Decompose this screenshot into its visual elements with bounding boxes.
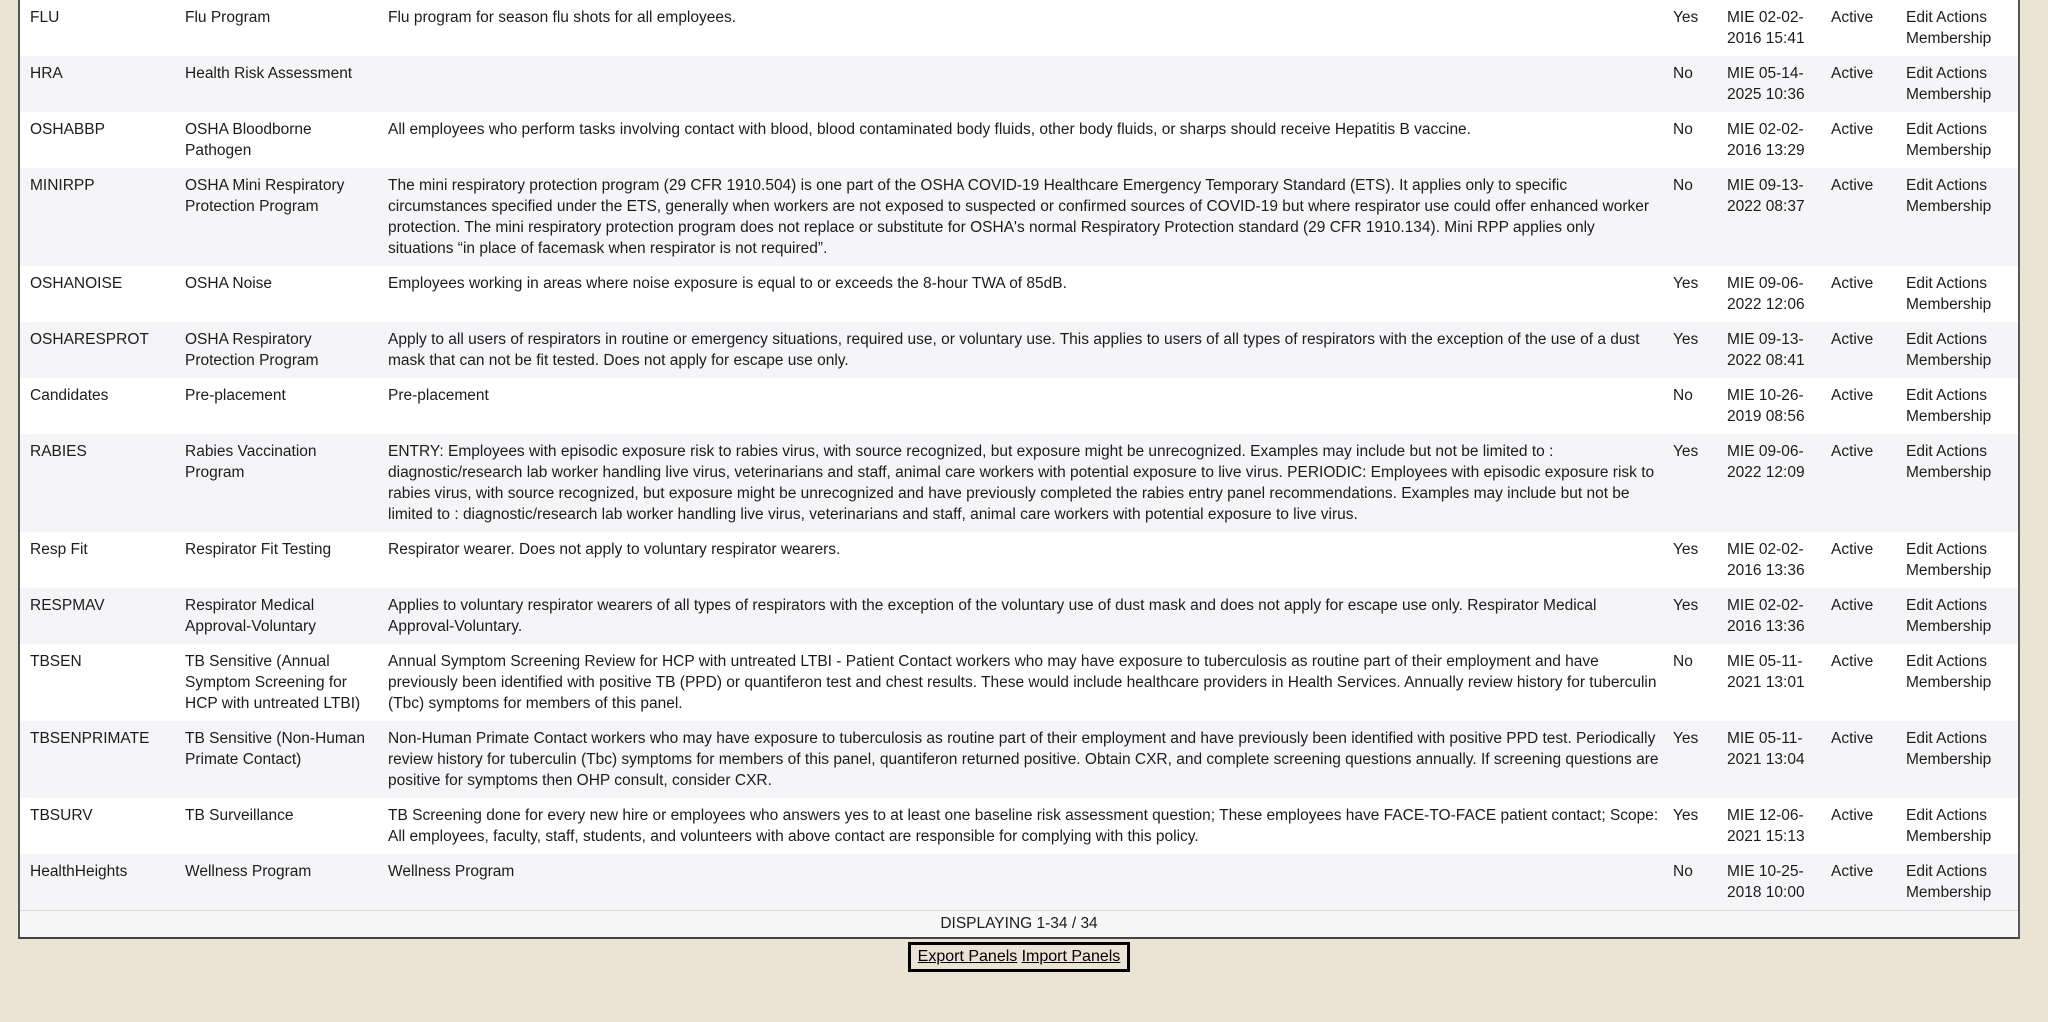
panel-modified-cell: MIE 12-06-2021 15:13 xyxy=(1727,807,1805,845)
panel-required-cell: Yes xyxy=(1673,275,1699,292)
edit-link[interactable]: Edit xyxy=(1906,275,1933,292)
panel-code-cell: Candidates xyxy=(30,387,109,404)
edit-link[interactable]: Edit xyxy=(1906,177,1933,194)
edit-link[interactable]: Edit xyxy=(1906,65,1933,82)
panels-table-footer xyxy=(20,911,2018,938)
edit-link[interactable]: Edit xyxy=(1906,331,1933,348)
panel-actions-cell xyxy=(1906,798,2018,854)
panel-code-cell: OSHARESPROT xyxy=(30,331,149,348)
panels-table-panel xyxy=(18,0,2020,939)
panel-code-cell: Resp Fit xyxy=(30,541,88,558)
membership-link[interactable]: Membership xyxy=(1906,618,1992,635)
table-row xyxy=(20,112,2018,168)
panel-name-cell: Respirator Medical Approval-Voluntary xyxy=(185,597,316,635)
panel-modified-cell: MIE 09-13-2022 08:41 xyxy=(1727,331,1805,369)
panel-modified-cell: MIE 02-02-2016 13:36 xyxy=(1727,541,1805,579)
actions-link[interactable]: Actions xyxy=(1936,807,1988,824)
panel-code-cell: HealthHeights xyxy=(30,863,128,880)
panel-code-cell: TBSENPRIMATE xyxy=(30,730,150,747)
actions-link[interactable]: Actions xyxy=(1936,331,1988,348)
panel-modified-cell: MIE 02-02-2016 13:36 xyxy=(1727,597,1805,635)
edit-link[interactable]: Edit xyxy=(1906,807,1933,824)
panel-modified-cell: MIE 05-11-2021 13:04 xyxy=(1727,730,1805,768)
panel-name-cell: OSHA Bloodborne Pathogen xyxy=(185,121,312,159)
panel-name-cell: Flu Program xyxy=(185,9,271,26)
table-row xyxy=(20,854,2018,911)
membership-link[interactable]: Membership xyxy=(1906,142,1992,159)
table-row xyxy=(20,532,2018,588)
panel-actions-cell xyxy=(1906,266,2018,322)
panel-required-cell: No xyxy=(1673,177,1693,194)
actions-link[interactable]: Actions xyxy=(1936,121,1988,138)
panel-name-cell: Rabies Vaccination Program xyxy=(185,443,317,481)
panel-required-cell: Yes xyxy=(1673,9,1699,26)
panel-code-cell: OSHABBP xyxy=(30,121,105,138)
panels-table xyxy=(20,0,2018,937)
panel-actions-cell xyxy=(1906,56,2018,112)
actions-link[interactable]: Actions xyxy=(1936,443,1988,460)
panel-status-cell: Active xyxy=(1831,653,1874,670)
paging-status-row xyxy=(20,911,2018,938)
panel-modified-cell: MIE 02-02-2016 13:29 xyxy=(1727,121,1805,159)
membership-link[interactable]: Membership xyxy=(1906,408,1992,425)
panel-status-cell: Active xyxy=(1831,331,1874,348)
panel-required-cell: Yes xyxy=(1673,807,1699,824)
table-row xyxy=(20,721,2018,798)
edit-link[interactable]: Edit xyxy=(1906,730,1933,747)
membership-link[interactable]: Membership xyxy=(1906,828,1992,845)
panel-required-cell: Yes xyxy=(1673,541,1699,558)
panel-description-cell: ENTRY: Employees with episodic exposure risk to rabies virus, with source recognized, but exposure might be unrecognized. Examples may include but not be limited to : diagnostic/research lab worker handling live virus, veterinarians and staff, animal care workers with potential exposure to live virus. PERIODIC: Employees with episodic exposure risk to rabies virus, with source recognized, but exposure might be unrecognized and have previously completed the rabies entry panel recommendations. Examples may include but not be limited to : diagnostic/research lab worker handling live virus, veterinarians and staff, animal care workers with potential exposure to live virus. xyxy=(388,443,1655,523)
membership-link[interactable]: Membership xyxy=(1906,884,1992,901)
panel-name-cell: OSHA Mini Respiratory Protection Program xyxy=(185,177,345,215)
panel-required-cell: No xyxy=(1673,387,1693,404)
import-panels-link[interactable]: Import Panels xyxy=(1021,948,1121,965)
panel-status-cell: Active xyxy=(1831,9,1874,26)
table-row xyxy=(20,798,2018,854)
panel-code-cell: OSHANOISE xyxy=(30,275,123,292)
panel-actions-cell xyxy=(1906,168,2018,266)
table-row xyxy=(20,322,2018,378)
panel-actions-cell xyxy=(1906,854,2018,911)
panel-description-cell xyxy=(388,56,1673,112)
panel-actions-cell xyxy=(1906,644,2018,721)
panel-actions-cell xyxy=(1906,0,2018,56)
panel-status-cell: Active xyxy=(1831,177,1874,194)
panel-modified-cell: MIE 05-14-2025 10:36 xyxy=(1727,65,1805,103)
panels-table-body xyxy=(20,0,2018,911)
panel-code-cell: TBSURV xyxy=(30,807,93,824)
actions-link[interactable]: Actions xyxy=(1936,653,1988,670)
panel-status-cell: Active xyxy=(1831,597,1874,614)
panel-status-cell: Active xyxy=(1831,807,1874,824)
panel-modified-cell: MIE 02-02-2016 15:41 xyxy=(1727,9,1805,47)
panel-modified-cell: MIE 09-13-2022 08:37 xyxy=(1727,177,1805,215)
panel-description-cell: Applies to voluntary respirator wearers of all types of respirators with the exception of the voluntary use of dust mask and does not apply for escape use only. Respirator Medical Approval-Voluntary. xyxy=(388,597,1597,635)
panel-required-cell: No xyxy=(1673,121,1693,138)
actions-link[interactable]: Actions xyxy=(1936,597,1988,614)
panel-description-cell: The mini respiratory protection program (29 CFR 1910.504) is one part of the OSHA COVID-19 Healthcare Emergency Temporary Standard (ETS). It applies only to specific circumstances specified under the ETS, generally when workers are not exposed to suspected or confirmed sources of COVID-19 but where respirator use could offer enhanced worker protection. The mini respiratory protection program does not replace or substitute for OSHA's normal Respiratory Protection standard (29 CFR 1910.134). Mini RPP applies only situations “in place of facemask when respirator is not required”. xyxy=(388,177,1650,257)
panel-description-cell: Annual Symptom Screening Review for HCP with untreated LTBI - Patient Contact workers who may have exposure to tuberculosis as routine part of their employment and have previously been identified with positive TB (PPD) or quantiferon test and chest results. These would include healthcare providers in Health Services. Annually review history for tuberculin (Tbc) symptoms for members of this panel. xyxy=(388,653,1657,712)
panel-description-cell: Apply to all users of respirators in routine or emergency situations, required use, or voluntary use. This applies to users of all types of respirators with the exception of the use of a dust mask that can not be fit tested. Does not apply for escape use only. xyxy=(388,331,1640,369)
panel-required-cell: Yes xyxy=(1673,597,1699,614)
membership-link[interactable]: Membership xyxy=(1906,198,1992,215)
panel-status-cell: Active xyxy=(1831,443,1874,460)
panel-name-cell: TB Sensitive (Non-Human Primate Contact) xyxy=(185,730,366,768)
panel-required-cell: No xyxy=(1673,653,1693,670)
edit-link[interactable]: Edit xyxy=(1906,387,1933,404)
panel-name-cell: Pre-placement xyxy=(185,387,286,404)
edit-link[interactable]: Edit xyxy=(1906,443,1933,460)
panel-modified-cell: MIE 10-26-2019 08:56 xyxy=(1727,387,1805,425)
bottom-bar xyxy=(18,942,2020,972)
membership-link[interactable]: Membership xyxy=(1906,86,1992,103)
panel-code-cell: MINIRPP xyxy=(30,177,95,194)
panel-actions-cell xyxy=(1906,434,2018,532)
edit-link[interactable]: Edit xyxy=(1906,863,1933,880)
panel-description-cell: Wellness Program xyxy=(388,863,515,880)
actions-link[interactable]: Actions xyxy=(1936,275,1988,292)
panel-name-cell: Health Risk Assessment xyxy=(185,65,353,82)
panel-modified-cell: MIE 05-11-2021 13:01 xyxy=(1727,653,1805,691)
table-row xyxy=(20,378,2018,434)
panel-code-cell: TBSEN xyxy=(30,653,82,670)
actions-link[interactable]: Actions xyxy=(1936,177,1988,194)
membership-link[interactable]: Membership xyxy=(1906,562,1992,579)
panel-status-cell: Active xyxy=(1831,541,1874,558)
table-row xyxy=(20,588,2018,644)
table-row xyxy=(20,0,2018,56)
panel-required-cell: Yes xyxy=(1673,730,1699,747)
panel-description-cell: All employees who perform tasks involving contact with blood, blood contaminated body fluids, other body fluids, or sharps should receive Hepatitis B vaccine. xyxy=(388,121,1471,138)
export-panels-link[interactable]: Export Panels xyxy=(917,948,1018,965)
panel-actions-cell xyxy=(1906,588,2018,644)
actions-link[interactable]: Actions xyxy=(1936,387,1988,404)
panel-name-cell: Respirator Fit Testing xyxy=(185,541,332,558)
membership-link[interactable]: Membership xyxy=(1906,352,1992,369)
panel-modified-cell: MIE 09-06-2022 12:06 xyxy=(1727,275,1805,313)
panel-required-cell: No xyxy=(1673,65,1693,82)
actions-link[interactable]: Actions xyxy=(1936,9,1988,26)
membership-link[interactable]: Membership xyxy=(1906,30,1992,47)
panels-page xyxy=(18,0,2020,972)
edit-link[interactable]: Edit xyxy=(1906,121,1933,138)
panel-description-cell: Respirator wearer. Does not apply to voluntary respirator wearers. xyxy=(388,541,841,558)
actions-link[interactable]: Actions xyxy=(1936,541,1988,558)
panel-description-cell: Employees working in areas where noise exposure is equal to or exceeds the 8-hour TWA of 85dB. xyxy=(388,275,1067,292)
panel-status-cell: Active xyxy=(1831,121,1874,138)
membership-link[interactable]: Membership xyxy=(1906,296,1992,313)
panel-actions-cell xyxy=(1906,322,2018,378)
edit-link[interactable]: Edit xyxy=(1906,541,1933,558)
panel-description-cell: Non-Human Primate Contact workers who may have exposure to tuberculosis as routine part of their employment and have previously been identified with positive PPD test. Periodically review history for tuberculin (Tbc) symptoms for members of this panel, quantiferon returned positive. Obtain CXR, and complete screening questions annually. If screening questions are positive for symptoms then OHP consult, consider CXR. xyxy=(388,730,1659,789)
edit-link[interactable]: Edit xyxy=(1906,597,1933,614)
panel-required-cell: Yes xyxy=(1673,331,1699,348)
panel-code-cell: RABIES xyxy=(30,443,87,460)
actions-link[interactable]: Actions xyxy=(1936,863,1988,880)
table-row xyxy=(20,168,2018,266)
panel-actions-cell xyxy=(1906,378,2018,434)
table-row xyxy=(20,434,2018,532)
panel-required-cell: No xyxy=(1673,863,1693,880)
edit-link[interactable]: Edit xyxy=(1906,653,1933,670)
panel-status-cell: Active xyxy=(1831,387,1874,404)
panel-code-cell: HRA xyxy=(30,65,63,82)
membership-link[interactable]: Membership xyxy=(1906,751,1992,768)
panel-name-cell: TB Sensitive (Annual Symptom Screening for HCP with untreated LTBI) xyxy=(185,653,361,712)
panel-name-cell: Wellness Program xyxy=(185,863,312,880)
membership-link[interactable]: Membership xyxy=(1906,674,1992,691)
panel-name-cell: TB Surveillance xyxy=(185,807,294,824)
panel-description-cell: TB Screening done for every new hire or employees who answers yes to at least one baseline risk assessment question; These employees have FACE-TO-FACE patient contact; Scope: All employees, faculty, staff, students, and volunteers with above contact are responsible for complying with this policy. xyxy=(388,807,1659,845)
paging-status: DISPLAYING 1-34 / 34 xyxy=(20,911,2018,938)
panel-status-cell: Active xyxy=(1831,730,1874,747)
membership-link[interactable]: Membership xyxy=(1906,464,1992,481)
panel-actions-cell xyxy=(1906,112,2018,168)
panel-required-cell: Yes xyxy=(1673,443,1699,460)
panel-status-cell: Active xyxy=(1831,65,1874,82)
panel-status-cell: Active xyxy=(1831,863,1874,880)
table-row xyxy=(20,266,2018,322)
actions-link[interactable]: Actions xyxy=(1936,730,1988,747)
panel-description-cell: Pre-placement xyxy=(388,387,489,404)
export-import-box xyxy=(908,942,1131,972)
panel-name-cell: OSHA Noise xyxy=(185,275,273,292)
table-row xyxy=(20,56,2018,112)
table-row xyxy=(20,644,2018,721)
panel-modified-cell: MIE 09-06-2022 12:09 xyxy=(1727,443,1805,481)
panel-actions-cell xyxy=(1906,532,2018,588)
panel-status-cell: Active xyxy=(1831,275,1874,292)
panel-code-cell: RESPMAV xyxy=(30,597,105,614)
actions-link[interactable]: Actions xyxy=(1936,65,1988,82)
panel-code-cell: FLU xyxy=(30,9,60,26)
panel-description-cell: Flu program for season flu shots for all employees. xyxy=(388,9,737,26)
panel-actions-cell xyxy=(1906,721,2018,798)
panel-name-cell: OSHA Respiratory Protection Program xyxy=(185,331,319,369)
edit-link[interactable]: Edit xyxy=(1906,9,1933,26)
panel-modified-cell: MIE 10-25-2018 10:00 xyxy=(1727,863,1805,901)
